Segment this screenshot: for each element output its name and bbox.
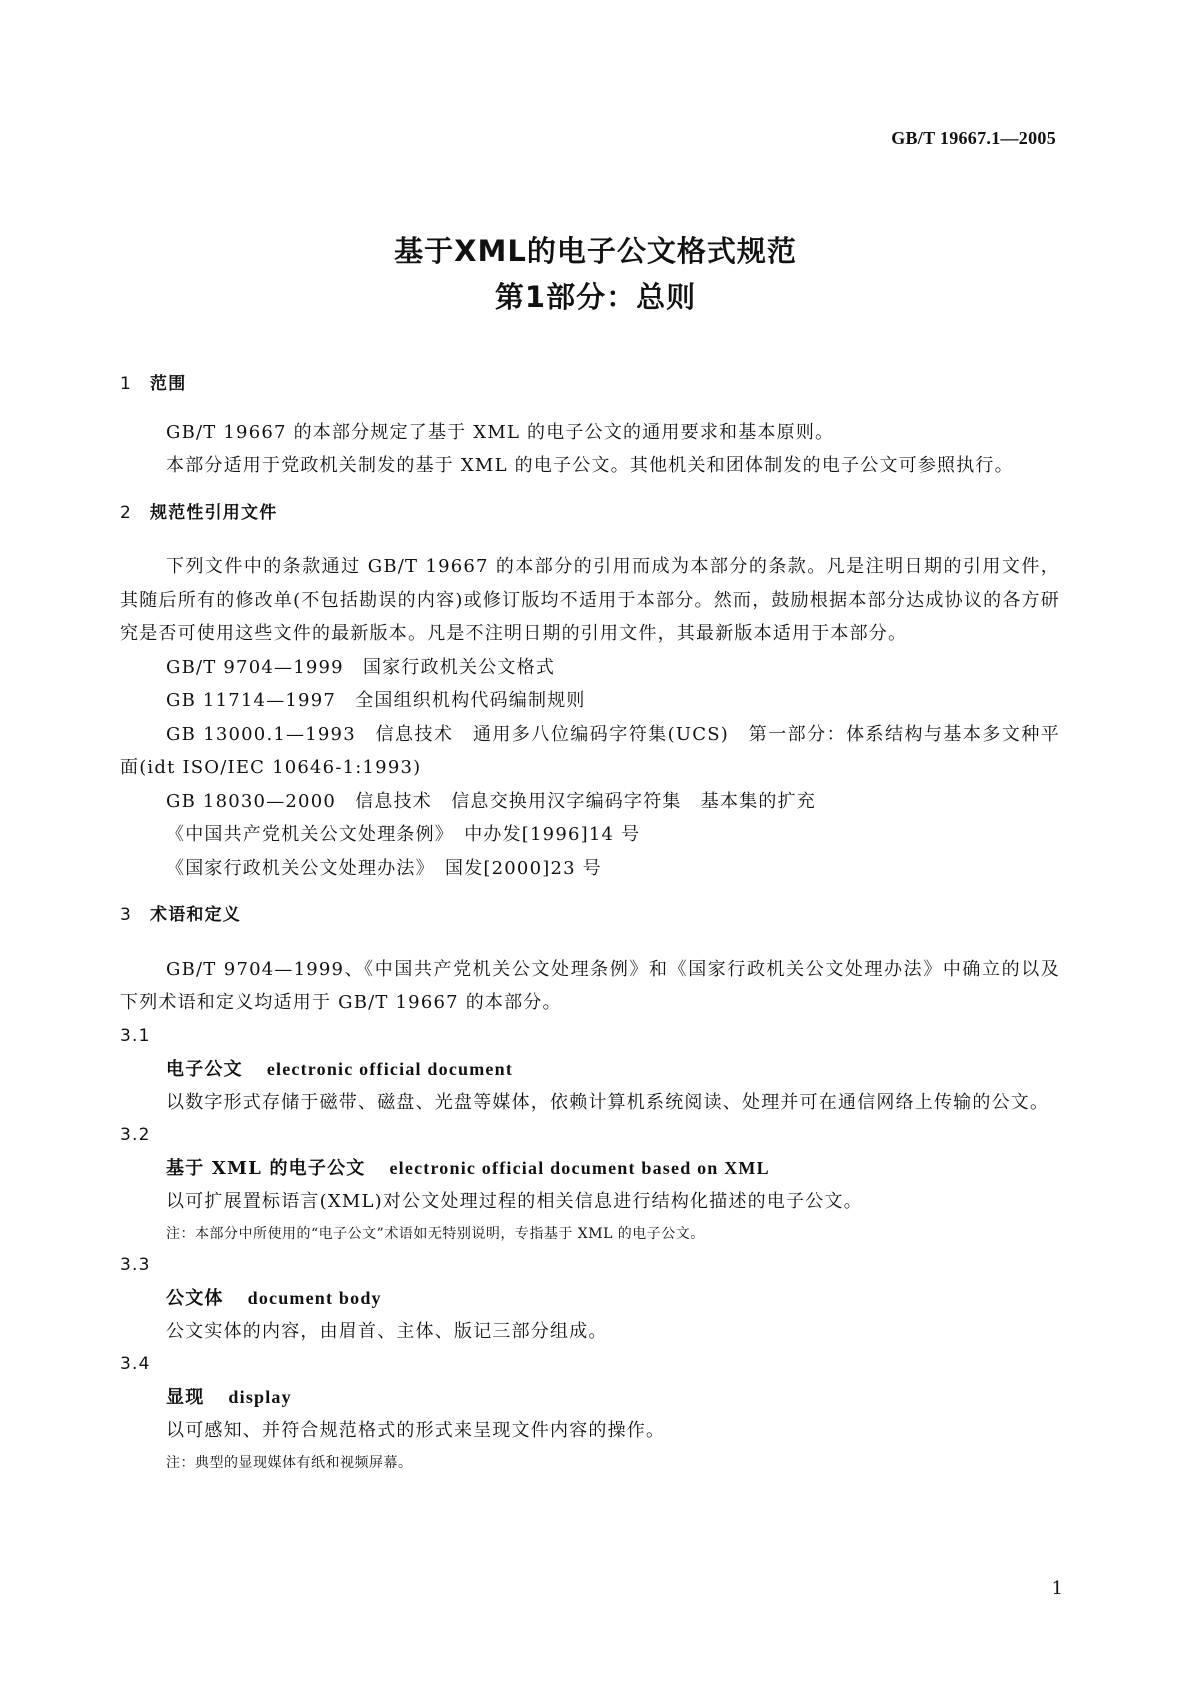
- reference-item: 《国家行政机关公文处理办法》 国发[2000]23 号: [166, 857, 602, 879]
- document-body: [120, 368, 1060, 1478]
- term-definition: 以数字形式存储于磁带、磁盘、光盘等媒体，依赖计算机系统阅读、处理并可在通信网络上传输的公文。: [166, 1091, 1050, 1113]
- section-heading-scope: [120, 368, 1060, 402]
- reference-item: GB 18030—2000 信息技术 信息交换用汉字编码字符集 基本集的扩充: [166, 790, 816, 812]
- clause-number: 3.1: [120, 1025, 151, 1046]
- section-title: 范围: [150, 374, 187, 394]
- reference-item: GB 13000.1—1993 信息技术 通用多八位编码字符集(UCS) 第一部分：体系结构与基本多文种平面(idt ISO/IEC 10646-1:1993): [120, 723, 1060, 778]
- term-entry: [120, 1053, 1060, 1086]
- reference-item: 《中国共产党机关公文处理条例》 中办发[1996]14 号: [166, 824, 641, 845]
- section-number: 2: [120, 502, 133, 523]
- term-note: 注：典型的显现媒体有纸和视频屏幕。: [166, 1454, 413, 1471]
- standard-number: GB/T 19667.1—2005: [891, 128, 1056, 148]
- paragraph: 下列文件中的条款通过 GB/T 19667 的本部分的引用而成为本部分的条款。凡是注明日期的引用文件，其随后所有的修改单(不包括勘误的内容)或修订版均不适用于本部分。然而，鼓励根据本部分达成协议的各方研究是否可使用这些文件的最新版本。凡是不注明日期的引用文件，其最新版本适用于本部分。: [120, 556, 1060, 644]
- section-title: 术语和定义: [150, 905, 241, 925]
- term-zh: 电子公文: [166, 1058, 243, 1080]
- term-en: electronic official document based on XML: [389, 1158, 770, 1178]
- page-number: 1: [1051, 1578, 1063, 1599]
- section-title: 规范性引用文件: [150, 502, 278, 523]
- section-heading-terms-definitions: [120, 899, 1060, 933]
- reference-item: GB 11714—1997 全国组织机构代码编制规则: [166, 690, 586, 711]
- section-number: 1: [120, 374, 133, 394]
- clause-number: 3.4: [120, 1354, 151, 1374]
- clause-number: 3.2: [120, 1125, 151, 1145]
- clause-number: 3.3: [120, 1254, 151, 1275]
- document-title: 基于XML的电子公文格式规范: [394, 234, 797, 268]
- term-en: document body: [247, 1287, 382, 1308]
- section-number: 3: [120, 905, 133, 925]
- reference-item: GB/T 9704—1999 国家行政机关公文格式: [166, 656, 556, 678]
- term-entry: [120, 1152, 1060, 1185]
- term-en: display: [228, 1387, 292, 1407]
- section-heading-normative-references: [120, 497, 1060, 531]
- term-zh: 显现: [166, 1387, 205, 1408]
- term-en: electronic official document: [266, 1058, 514, 1079]
- term-zh: 公文体: [166, 1287, 224, 1309]
- term-definition: 公文实体的内容，由眉首、主体、版记三部分组成。: [166, 1320, 608, 1342]
- term-definition: 以可感知、并符合规范格式的形式来呈现文件内容的操作。: [166, 1420, 666, 1441]
- paragraph: GB/T 9704—1999、《中国共产党机关公文处理条例》和《国家行政机关公文处理办法》中确立的以及下列术语和定义均适用于 GB/T 19667 的本部分。: [120, 958, 1060, 1013]
- paragraph: GB/T 19667 的本部分规定了基于 XML 的电子公文的通用要求和基本原则。: [166, 421, 835, 443]
- term-zh: 基于 XML 的电子公文: [166, 1158, 366, 1179]
- paragraph: 本部分适用于党政机关制发的基于 XML 的电子公文。其他机关和团体制发的电子公文可参照执行。: [166, 455, 1014, 476]
- document-subtitle: 第1部分：总则: [494, 280, 697, 314]
- term-entry: [120, 1381, 1060, 1414]
- term-entry: [120, 1282, 1060, 1315]
- term-definition: 以可扩展置标语言(XML)对公文处理过程的相关信息进行结构化描述的电子公文。: [166, 1191, 863, 1212]
- term-note: 注：本部分中所使用的“电子公文”术语如无特别说明，专指基于 XML 的电子公文。: [166, 1225, 705, 1242]
